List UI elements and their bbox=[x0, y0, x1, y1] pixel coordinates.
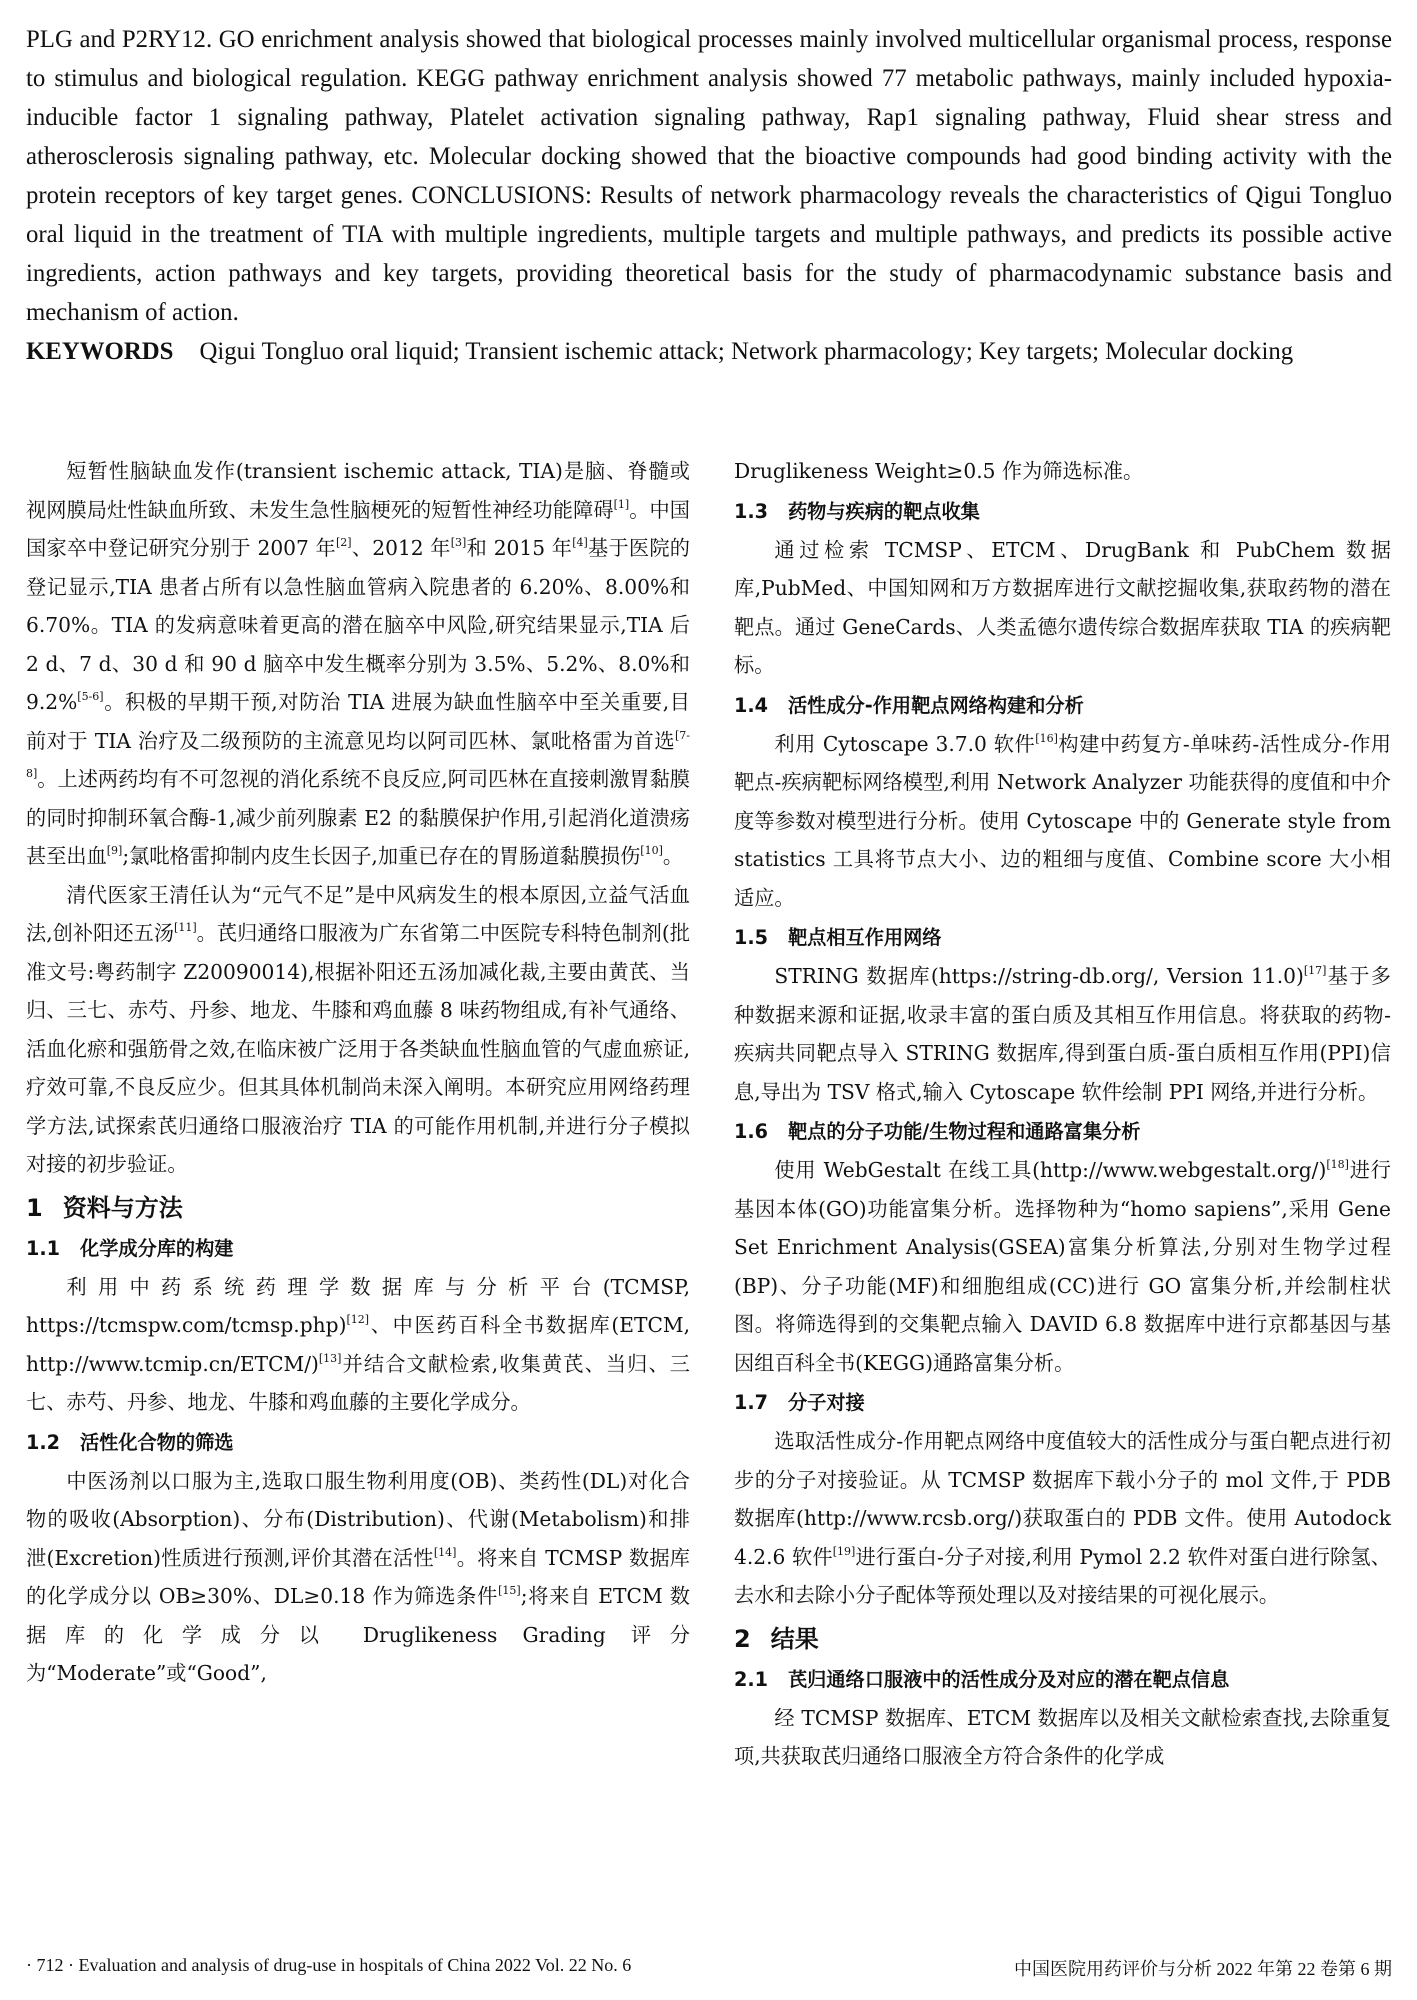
subsection-heading-1-6: 1.6 靶点的分子功能/生物过程和通路富集分析 bbox=[734, 1120, 1141, 1143]
ref-10: [10] bbox=[640, 844, 663, 857]
ref-12: [12] bbox=[346, 1313, 370, 1326]
ref-14: [14] bbox=[433, 1545, 457, 1559]
intro-paragraph-1: 短暂性脑缺血发作(transient ischemic attack, TIA)是脑、脊髓或视网膜局灶性缺血所致、未发生急性脑梗死的短暂性神经功能障碍[1]。中国国家卒中登记研究分别于 2007 年[2]、2012 年[3]和 2015 年[4]基于医院的登记显示,TIA 患者占所有以急性脑血管病入院患者的 6.20%、8.00%和 6.70%。TIA 的发病意味着更高的潜在脑卒中风险,研究结果显示,TIA 后 2 d、7 d、30 d 和 90 d 脑卒中发生概率分别为 3.5%、5.2%、8.0%和 9.2%[5-6]。积极的早期干预,对防治 TIA 进展为缺血性脑卒中至关重要,目前对于 TIA 治疗及二级预防的主流意见均以阿司匹林、氯吡格雷为首选[7-8]。上述两药均有不可忽视的消化系统不良反应,阿司匹林在直接刺激胃黏膜的同时抑制环氧合酶-1,减少前列腺素 E2 的黏膜保护作用,引起消化道溃疡甚至出血[9];氯吡格雷抑制内皮生长因子,加重已存在的胃肠道黏膜损伤[10]。 bbox=[26, 459, 690, 868]
ref-1: [1] bbox=[613, 497, 630, 511]
paragraph-1-5: STRING 数据库(https://string-db.org/, Version 11.0)[17]基于多种数据来源和证据,收录丰富的蛋白质及其相互作用信息。将获取的药物-疾病共同靶点导入 STRING 数据库,得到蛋白质-蛋白质相互作用(PPI)信息,导出为 TSV 格式,输入 Cytoscape 软件绘制 PPI 网络,并进行分析。 bbox=[734, 964, 1391, 1104]
intro-paragraph-2: 清代医家王清任认为“元气不足”是中风病发生的根本原因,立益气活血法,创补阳还五汤[11]。芪归通络口服液为广东省第二中医院专科特色制剂(批准文号:粤药制字 Z20090014),根据补阳还五汤加减化裁,主要由黄芪、当归、三七、赤芍、丹参、地龙、牛膝和鸡血藤 8 味药物组成,有补气通络、活血化瘀和强筋骨之效,在临床被广泛用于各类缺血性脑血管的气虚血瘀证,疗效可靠,不良反应少。但其具体机制尚未深入阐明。本研究应用网络药理学方法,试探索芪归通络口服液治疗 TIA 的可能作用机制,并进行分子模拟对接的初步验证。 bbox=[26, 882, 690, 1176]
ref-17: [17] bbox=[1303, 964, 1327, 977]
ref-16: [16] bbox=[1035, 731, 1058, 745]
ref-9: [9] bbox=[106, 844, 123, 857]
subsection-heading-1-5: 1.5 靶点相互作用网络 bbox=[734, 926, 942, 949]
ref-3: [3] bbox=[450, 536, 467, 549]
subsection-heading-1-3: 1.3 药物与疾病的靶点收集 bbox=[734, 499, 980, 523]
paragraph-1-1: 利用中药系统药理学数据库与分析平台(TCMSP, https://tcmspw.com/tcmsp.php)[12]、中医药百科全书数据库(ETCM, http://www.tcmip.cn/ETCM/)[13]并结合文献检索,收集黄芪、当归、三七、赤芍、丹参、地龙、牛膝和鸡血藤的主要化学成分。 bbox=[26, 1274, 690, 1414]
paragraph-1-2-continued: Druglikeness Weight≥0.5 作为筛选标准。 bbox=[734, 459, 1144, 483]
footer-left: · 712 · Evaluation and analysis of drug-use in hospitals of China 2022 Vol. 22 No. 6 bbox=[26, 1955, 632, 1975]
keywords-label: KEYWORDS bbox=[26, 338, 174, 365]
paragraph-2-1: 经 TCMSP 数据库、ETCM 数据库以及相关文献检索查找,去除重复项,共获取芪归通络口服液全方符合条件的化学成 bbox=[734, 1705, 1391, 1768]
ref-19: [19] bbox=[832, 1544, 856, 1558]
ref-11: [11] bbox=[174, 921, 197, 934]
ref-15: [15] bbox=[498, 1584, 521, 1597]
right-column bbox=[734, 452, 1391, 1776]
subsection-heading-1-1: 1.1 化学成分库的构建 bbox=[26, 1236, 234, 1260]
ref-5-6: [5-6] bbox=[77, 690, 104, 703]
left-column bbox=[26, 452, 690, 1693]
ref-13: [13] bbox=[318, 1351, 342, 1365]
subsection-heading-1-2: 1.2 活性化合物的筛选 bbox=[26, 1430, 234, 1454]
section-heading-1: 1 资料与方法 bbox=[26, 1193, 183, 1222]
subsection-heading-1-7: 1.7 分子对接 bbox=[734, 1391, 865, 1414]
paragraph-1-7: 选取活性成分-作用靶点网络中度值较大的活性成分与蛋白靶点进行初步的分子对接验证。从 TCMSP 数据库下载小分子的 mol 文件,于 PDB 数据库(http://www.rcsb.org/)获取蛋白的 PDB 文件。使用 Autodock 4.2.6 软件[19]进行蛋白-分子对接,利用 Pymol 2.2 软件对蛋白进行除氢、去水和去除小分子配体等预处理以及对接结果的可视化展示。 bbox=[734, 1429, 1391, 1607]
ref-4: [4] bbox=[572, 536, 588, 549]
paragraph-1-6: 使用 WebGestalt 在线工具(http://www.webgestalt.org/)[18]进行基因本体(GO)功能富集分析。选择物种为“homo sapiens”,采用 Gene Set Enrichment Analysis(GSEA)富集分析算法,分别对生物学过程(BP)、分子功能(MF)和细胞组成(CC)进行 GO 富集分析,并绘制柱状图。将筛选得到的交集靶点输入 DAVID 6.8 数据库中进行京都基因与基因组百科全书(KEGG)通路富集分析。 bbox=[734, 1158, 1391, 1375]
ref-2: [2] bbox=[335, 536, 352, 549]
abstract-section bbox=[26, 20, 1392, 371]
keywords-text: Qigui Tongluo oral liquid; Transient ischemic attack; Network pharmacology; Key targets; Molecular docking bbox=[199, 338, 1294, 365]
paragraph-1-4: 利用 Cytoscape 3.7.0 软件[16]构建中药复方-单味药-活性成分-作用靶点-疾病靶标网络模型,利用 Network Analyzer 功能获得的度值和中介度等参数对模型进行分析。使用 Cytoscape 中的 Generate style from statistics 工具将节点大小、边的粗细与度值、Combine score 大小相适应。 bbox=[734, 731, 1391, 910]
paragraph-1-2: 中医汤剂以口服为主,选取口服生物利用度(OB)、类药性(DL)对化合物的吸收(Absorption)、分布(Distribution)、代谢(Metabolism)和排泄(Excretion)性质进行预测,评价其潜在活性[14]。将来自 TCMSP 数据库的化学成分以 OB≥30%、DL≥0.18 作为筛选条件[15];将来自 ETCM 数据库的化学成分以 Druglikeness Grading 评分为“Moderate”或“Good”, bbox=[26, 1468, 690, 1685]
ref-7-8: [7-8] bbox=[26, 728, 690, 780]
ref-18: [18] bbox=[1326, 1158, 1349, 1171]
subsection-heading-1-4: 1.4 活性成分-作用靶点网络构建和分析 bbox=[734, 693, 1084, 717]
footer-right: 中国医院用药评价与分析 2022 年第 22 卷第 6 期 bbox=[1014, 1959, 1392, 1979]
abstract-text: PLG and P2RY12. GO enrichment analysis showed that biological processes mainly involved multicellular organismal process, response to stimulus and biological regulation. KEGG pathway enrichment analysis showed 77 metabolic pathways, mainly included hypoxia-inducible factor 1 signaling pathway, Platelet activation signaling pathway, Rap1 signaling pathway, Fluid shear stress and atherosclerosis signaling pathway, etc. Molecular docking showed that the bioactive compounds had good binding activity with the protein receptors of key target genes. CONCLUSIONS: Results of network pharmacology reveals the characteristics of Qigui Tongluo oral liquid in the treatment of TIA with multiple ingredients, multiple targets and multiple pathways, and predicts its possible active ingredients, action pathways and key targets, providing theoretical basis for the study of pharmacodynamic substance basis and mechanism of action. bbox=[26, 26, 1392, 326]
section-heading-2: 2 结果 bbox=[734, 1624, 819, 1653]
subsection-heading-2-1: 2.1 芪归通络口服液中的活性成分及对应的潜在靶点信息 bbox=[734, 1667, 1230, 1691]
paragraph-1-3: 通过检索 TCMSP、ETCM、DrugBank 和 PubChem 数据库,PubMed、中国知网和万方数据库进行文献挖掘收集,获取药物的潜在靶点。通过 GeneCards、人类孟德尔遗传综合数据库获取 TIA 的疾病靶标。 bbox=[734, 537, 1391, 677]
